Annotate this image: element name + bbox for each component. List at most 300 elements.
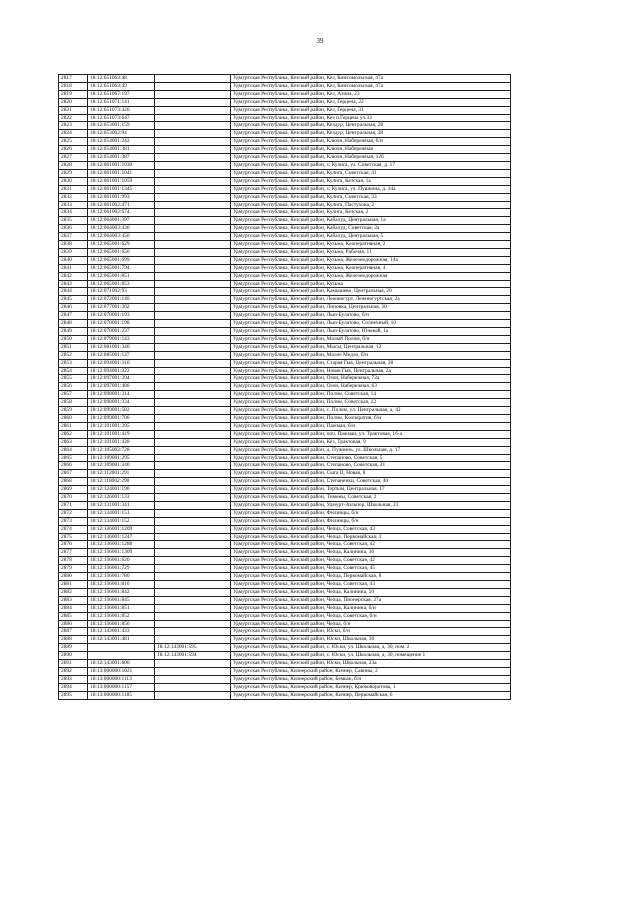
address-cell: Удмуртская Республика, Кезский район, Чепца, Калинина, 36 [231, 549, 511, 557]
parent-cadastral-number-cell [155, 573, 231, 581]
parent-cadastral-number-cell [155, 248, 231, 256]
table-row [59, 177, 511, 185]
cadastral-number-cell: 18:12:134001:151 [88, 509, 155, 517]
row-number-cell: 2838 [59, 241, 88, 249]
parent-cadastral-number-cell [155, 280, 231, 288]
row-number-cell: 2827 [59, 154, 88, 162]
table-row [59, 383, 511, 391]
table-row [59, 248, 511, 256]
row-number-cell: 2826 [59, 146, 88, 154]
parent-cadastral-number-cell [155, 628, 231, 636]
address-cell: Удмуртская Республика, Кезский район, Кез п.Герцена ул.33 [231, 114, 511, 122]
parent-cadastral-number-cell [155, 446, 231, 454]
cadastral-number-cell: 18:12:101001:395 [88, 422, 155, 430]
cadastral-number-cell: 18:12:101001:419 [88, 430, 155, 438]
row-number-cell: 2829 [59, 169, 88, 177]
address-cell: Удмуртская Республика, Кезский район, Кулига, Пастухова, 2 [231, 201, 511, 209]
address-cell: Удмуртская Республика, Кезский район, Кабалуд, Центральная, 5 [231, 233, 511, 241]
parent-cadastral-number-cell [155, 335, 231, 343]
row-number-cell: 2863 [59, 438, 88, 446]
cadastral-number-cell: 18:12:136001:856 [88, 620, 155, 628]
row-number-cell: 2872 [59, 509, 88, 517]
parent-cadastral-number-cell [155, 185, 231, 193]
parent-cadastral-number-cell [155, 399, 231, 407]
parent-cadastral-number-cell [155, 557, 231, 565]
parent-cadastral-number-cell [155, 501, 231, 509]
address-cell: Удмуртская Республика, Кезский район, Чепца, Калинина, б/н [231, 604, 511, 612]
cadastral-number-cell: 18:12:071002:93 [88, 288, 155, 296]
row-number-cell: 2842 [59, 272, 88, 280]
parent-cadastral-number-cell [155, 288, 231, 296]
cadastral-number-cell: 18:12:136001:1288 [88, 541, 155, 549]
address-cell: Удмуртская Республика, Кезский район, Чепца, Первомайская, 8 [231, 573, 511, 581]
row-number-cell: 2846 [59, 304, 88, 312]
parent-cadastral-number-cell [155, 470, 231, 478]
table-row [59, 161, 511, 169]
row-number-cell: 2850 [59, 335, 88, 343]
cadastral-number-cell: 18:12:118002:290 [88, 478, 155, 486]
table-row [59, 98, 511, 106]
parent-cadastral-number-cell [155, 193, 231, 201]
address-cell: Удмуртская Республика, Кезский район, Юски, Школьная, 30 [231, 636, 511, 644]
table-row [59, 146, 511, 154]
table-row [59, 75, 511, 83]
table-row [59, 114, 511, 122]
parent-cadastral-number-cell [155, 256, 231, 264]
cadastral-number-cell: 18:12:078001:237 [88, 328, 155, 336]
address-cell: Удмуртская Республика, Кезский район, Кулига, Кезская, 2 [231, 209, 511, 217]
parent-cadastral-number-cell [155, 161, 231, 169]
address-cell: Удмуртская Республика, Кезский район, Кузьма [231, 280, 511, 288]
parent-cadastral-number-cell [155, 146, 231, 154]
row-number-cell: 2875 [59, 533, 88, 541]
cadastral-number-cell: 18:12:098001:314 [88, 391, 155, 399]
cadastral-number-cell: 18:12:136001:842 [88, 588, 155, 596]
row-number-cell: 2887 [59, 628, 88, 636]
address-cell: Удмуртская Республика, Кезский район, Чепца, Советская, б/н [231, 612, 511, 620]
parent-cadastral-number-cell [155, 604, 231, 612]
cadastral-number-cell: 18:12:061002:471 [88, 201, 155, 209]
parent-cadastral-number-cell [155, 391, 231, 399]
table-row [59, 581, 511, 589]
address-cell: Удмуртская Республика, Кезский район, Ключи, Набережная, 12б [231, 154, 511, 162]
row-number-cell: 2834 [59, 209, 88, 217]
parent-cadastral-number-cell [155, 264, 231, 272]
row-number-cell: 2825 [59, 138, 88, 146]
parent-cadastral-number-cell [155, 209, 231, 217]
cadastral-number-cell: 18:12:101001:428 [88, 438, 155, 446]
address-cell: Удмуртская Республика, Кезский район, Кездур, Центральная, 28 [231, 122, 511, 130]
row-number-cell: 2866 [59, 462, 88, 470]
address-cell: Удмуртская Республика, Кезский район, Чепца, Калинина, 56 [231, 588, 511, 596]
parent-cadastral-number-cell [155, 90, 231, 98]
cadastral-number-cell: 18:12:136001:1309 [88, 549, 155, 557]
row-number-cell: 2859 [59, 407, 88, 415]
address-cell: Удмуртская Республика, Кезский район, Юски, б/н [231, 628, 511, 636]
row-number-cell: 2845 [59, 296, 88, 304]
cadastral-number-cell: 18:12:097001:486 [88, 383, 155, 391]
row-number-cell: 2864 [59, 446, 88, 454]
table-row [59, 351, 511, 359]
table-row [59, 256, 511, 264]
cadastral-number-cell: 18:12:136001:1209 [88, 525, 155, 533]
table-row [59, 320, 511, 328]
row-number-cell: 2878 [59, 557, 88, 565]
row-number-cell: 2865 [59, 454, 88, 462]
parent-cadastral-number-cell [155, 486, 231, 494]
table-row [59, 343, 511, 351]
parent-cadastral-number-cell [155, 312, 231, 320]
cadastral-number-cell: 18:12:065001:851 [88, 272, 155, 280]
table-row [59, 683, 511, 691]
address-cell: Удмуртская Республика, Кезский район, Пажман, б/н [231, 422, 511, 430]
parent-cadastral-number-cell [155, 533, 231, 541]
table-row [59, 573, 511, 581]
cadastral-number-cell: 18:12:136001:816 [88, 581, 155, 589]
address-cell: Удмуртская Республика, Кезский район, Кабалуд, Центральная, 1а [231, 217, 511, 225]
cadastral-number-cell: 18:12:051071:141 [88, 98, 155, 106]
address-cell: Удмуртская Республика, Кезский район, Кез, Азина, 23 [231, 90, 511, 98]
cadastral-number-cell: 18:12:053001:159 [88, 122, 155, 130]
row-number-cell: 2818 [59, 82, 88, 90]
address-cell: Удмуртская Республика, Кезский район, Кулига, Советская, 41 [231, 169, 511, 177]
cadastral-number-cell: 18:12:136001:620 [88, 557, 155, 565]
address-cell: Удмуртская Республика, Кезский район, с. Полом, ул. Центральная, д. 42 [231, 407, 511, 415]
address-cell: Удмуртская Республика, Кезский район, Юски, Школьная, 23а [231, 660, 511, 668]
table-row [59, 470, 511, 478]
row-number-cell: 2876 [59, 541, 88, 549]
cadastral-number-cell: 18:13:000000:1021 [88, 667, 155, 675]
parent-cadastral-number-cell [155, 636, 231, 644]
table-row [59, 565, 511, 573]
parent-cadastral-number-cell [155, 106, 231, 114]
cadastral-number-cell: 18:13:000000:1185 [88, 691, 155, 699]
row-number-cell: 2894 [59, 683, 88, 691]
cadastral-number-cell: 18:12:109001:295 [88, 454, 155, 462]
row-number-cell: 2849 [59, 328, 88, 336]
table-row [59, 588, 511, 596]
table-row [59, 193, 511, 201]
table-row [59, 296, 511, 304]
row-number-cell: 2833 [59, 201, 88, 209]
parent-cadastral-number-cell [155, 683, 231, 691]
address-cell: Удмуртская Республика, Кезский район, Кез, Комсомольская, 47а [231, 82, 511, 90]
parent-cadastral-number-cell [155, 588, 231, 596]
row-number-cell: 2883 [59, 596, 88, 604]
table-row [59, 122, 511, 130]
address-cell: Удмуртская Республика, Кезский район, Озон, Набережная, 72а [231, 375, 511, 383]
row-number-cell: 2862 [59, 430, 88, 438]
table-row [59, 652, 511, 660]
row-number-cell: 2820 [59, 98, 88, 106]
address-cell: Удмуртская Республика, Кезский район, Кузьма, Кооперативная, 4 [231, 264, 511, 272]
table-row [59, 509, 511, 517]
cadastral-number-cell: 18:12:081001:346 [88, 343, 155, 351]
cadastral-number-cell: 18:12:099001:582 [88, 407, 155, 415]
cadastral-number-cell: 18:12:094001:322 [88, 367, 155, 375]
parent-cadastral-number-cell [155, 375, 231, 383]
cadastral-number-cell: 18:12:109001:340 [88, 462, 155, 470]
row-number-cell: 2892 [59, 667, 88, 675]
parent-cadastral-number-cell [155, 565, 231, 573]
row-number-cell: 2890 [59, 652, 88, 660]
cadastral-number-cell: 18:12:072001:140 [88, 296, 155, 304]
row-number-cell: 2828 [59, 161, 88, 169]
cadastral-number-cell: 18:12:061001:1030 [88, 161, 155, 169]
table-row [59, 430, 511, 438]
address-cell: Удмуртская Республика, Кезский район, Кез, Герцена, 31 [231, 106, 511, 114]
parent-cadastral-number-cell [155, 225, 231, 233]
table-row [59, 90, 511, 98]
parent-cadastral-number-cell [155, 494, 231, 502]
row-number-cell: 2888 [59, 636, 88, 644]
row-number-cell: 2879 [59, 565, 88, 573]
row-number-cell: 2831 [59, 185, 88, 193]
row-number-cell: 2852 [59, 351, 88, 359]
cadastral-number-cell: 18:12:098001:334 [88, 399, 155, 407]
address-cell: Удмуртская Республика, Кезский район, Кузьма, Железнодорожная, 14а [231, 256, 511, 264]
address-cell: Удмуртская Республика, Кезский район, Кузьма, Железнодорожная [231, 272, 511, 280]
table-row [59, 675, 511, 683]
table-row [59, 407, 511, 415]
address-cell: Удмуртская Республика, Кезский район, с. Кулига, ул. Пушкина, д. 34а [231, 185, 511, 193]
address-cell: Удмуртская Республика, Кезский район, Кез, Герцена, 22 [231, 98, 511, 106]
row-number-cell: 2836 [59, 225, 88, 233]
cadastral-number-cell: 18:12:065001:656 [88, 248, 155, 256]
cadastral-number-cell: 18:12:061001:1041 [88, 169, 155, 177]
table-row [59, 241, 511, 249]
parent-cadastral-number-cell [155, 241, 231, 249]
cadastral-number-cell: 18:12:126001:133 [88, 494, 155, 502]
table-row [59, 130, 511, 138]
table-row [59, 612, 511, 620]
cadastral-number-cell: 18:12:054001:387 [88, 154, 155, 162]
table-row [59, 462, 511, 470]
table-row [59, 557, 511, 565]
table-row [59, 335, 511, 343]
row-number-cell: 2889 [59, 644, 88, 652]
row-number-cell: 2844 [59, 288, 88, 296]
cadastral-number-cell: 18:12:061002:674 [88, 209, 155, 217]
parent-cadastral-number-cell [155, 667, 231, 675]
table-row [59, 604, 511, 612]
cadastral-number-cell: 18:12:064001:397 [88, 217, 155, 225]
address-cell: Удмуртская Республика, Кезский район, Чепца, Советская, 42 [231, 557, 511, 565]
cadastral-number-cell: 18:12:136001:852 [88, 612, 155, 620]
row-number-cell: 2877 [59, 549, 88, 557]
parent-cadastral-number-cell [155, 581, 231, 589]
parent-cadastral-number-cell [155, 478, 231, 486]
row-number-cell: 2821 [59, 106, 88, 114]
cadastral-number-cell: 18:12:112001:291 [88, 470, 155, 478]
table-row [59, 375, 511, 383]
table-row [59, 628, 511, 636]
table-row [59, 446, 511, 454]
address-cell: Удмуртская Республика, Кизнерский район, Кизнер, Крюковоротова, 1 [231, 683, 511, 691]
table-row [59, 359, 511, 367]
table-row [59, 391, 511, 399]
row-number-cell: 2854 [59, 367, 88, 375]
parent-cadastral-number-cell: 18:12:143001:594 [155, 652, 231, 660]
address-cell: Удмуртская Республика, Кезский район, Ключи, Набережная, б/н [231, 138, 511, 146]
parent-cadastral-number-cell [155, 296, 231, 304]
cadastral-number-cell: 18:12:143001:606 [88, 660, 155, 668]
address-cell: Удмуртская Республика, Кезский район, Кузьма, Кооперативная, 2 [231, 241, 511, 249]
address-cell: Удмуртская Республика, Кезский район, Кез, Трактовая, 9 [231, 438, 511, 446]
address-cell: Удмуртская Республика, Кезский район, с. Кулига, ул. Советская, д. 17 [231, 161, 511, 169]
table-row [59, 454, 511, 462]
address-cell: Удмуртская Республика, Кезский район, Степаненки, Советская, 40 [231, 478, 511, 486]
cadastral-number-cell: 18:12:131001:341 [88, 501, 155, 509]
cadastral-number-cell: 18:12:136001:729 [88, 565, 155, 573]
address-cell: Удмуртская Республика, Кезский район, Степаново, Советская, 21 [231, 462, 511, 470]
row-number-cell: 2861 [59, 422, 88, 430]
row-number-cell: 2830 [59, 177, 88, 185]
cadastral-number-cell: 18:12:064003:456 [88, 233, 155, 241]
row-number-cell: 2869 [59, 486, 88, 494]
cadastral-number-cell: 18:12:124001:190 [88, 486, 155, 494]
table-row [59, 106, 511, 114]
parent-cadastral-number-cell [155, 351, 231, 359]
parent-cadastral-number-cell [155, 660, 231, 668]
parent-cadastral-number-cell [155, 328, 231, 336]
row-number-cell: 2856 [59, 383, 88, 391]
address-cell: Удмуртская Республика, Кезский район, Малый Полом, б/н [231, 335, 511, 343]
table-row [59, 533, 511, 541]
address-cell: Удмуртская Республика, Кезский район, Кулига, Советская, 33 [231, 193, 511, 201]
cadastral-number-cell: 18:12:105002:728 [88, 446, 155, 454]
cadastral-number-cell: 18:12:136001:780 [88, 573, 155, 581]
parent-cadastral-number-cell [155, 154, 231, 162]
cadastral-number-cell: 18:12:136001:1247 [88, 533, 155, 541]
address-cell: Удмуртская Республика, Кезский район, Степаново, Советская, 5 [231, 454, 511, 462]
table-row [59, 328, 511, 336]
table-row [59, 169, 511, 177]
parent-cadastral-number-cell [155, 82, 231, 90]
table-row [59, 541, 511, 549]
parent-cadastral-number-cell [155, 233, 231, 241]
table-row [59, 209, 511, 217]
cadastral-number-cell: 18:12:051073:426 [88, 106, 155, 114]
table-row [59, 494, 511, 502]
parent-cadastral-number-cell [155, 422, 231, 430]
parent-cadastral-number-cell [155, 201, 231, 209]
cadastral-number-cell: 18:12:079001:143 [88, 335, 155, 343]
table-row [59, 438, 511, 446]
address-cell: Удмуртская Республика, Кезский район, д. Пужмезь, ул. Школьная, д. 17 [231, 446, 511, 454]
cadastral-number-cell: 18:12:051067:197 [88, 90, 155, 98]
table-row [59, 217, 511, 225]
row-number-cell: 2855 [59, 375, 88, 383]
row-number-cell: 2832 [59, 193, 88, 201]
row-number-cell: 2895 [59, 691, 88, 699]
address-cell: Удмуртская Республика, Кезский район, Кулига, Кезская, 1а [231, 177, 511, 185]
address-cell: Удмуртская Республика, Кезский район, Сыга II, Новая, 8 [231, 470, 511, 478]
cadastral-number-cell: 18:12:054001:242 [88, 138, 155, 146]
row-number-cell: 2885 [59, 612, 88, 620]
cadastral-number-cell: 18:12:097001:394 [88, 375, 155, 383]
row-number-cell: 2839 [59, 248, 88, 256]
page-number: 39 [316, 37, 324, 45]
parent-cadastral-number-cell [155, 454, 231, 462]
address-cell: Удмуртская Республика, Кезский район, Полом, Кооператив, б/н [231, 414, 511, 422]
parent-cadastral-number-cell [155, 343, 231, 351]
parent-cadastral-number-cell [155, 414, 231, 422]
parent-cadastral-number-cell [155, 272, 231, 280]
row-number-cell: 2857 [59, 391, 88, 399]
cadastral-number-cell: 18:12:077001:362 [88, 304, 155, 312]
parent-cadastral-number-cell [155, 675, 231, 683]
parent-cadastral-number-cell: 18:12:143001:595 [155, 644, 231, 652]
parent-cadastral-number-cell [155, 304, 231, 312]
address-cell: Удмуртская Республика, Кезский район, Филинцы, б/н [231, 517, 511, 525]
row-number-cell: 2840 [59, 256, 88, 264]
address-cell: Удмуртская Республика, Кезский район, Тортым, Центральная, 17 [231, 486, 511, 494]
address-cell: Удмуртская Республика, Кезский район, Чепца, Советская, 42 [231, 541, 511, 549]
address-cell: Удмуртская Республика, Кезский район, Озон, Набережная, 63 [231, 383, 511, 391]
row-number-cell: 2886 [59, 620, 88, 628]
address-cell: Удмуртская Республика, Кизнерский район, Бемыж, б/н [231, 675, 511, 683]
row-number-cell: 2874 [59, 525, 88, 533]
parent-cadastral-number-cell [155, 320, 231, 328]
table-row [59, 620, 511, 628]
cadastral-number-cell: 18:12:053002:94 [88, 130, 155, 138]
cadastral-number-cell: 18:12:065001:629 [88, 241, 155, 249]
parent-cadastral-number-cell [155, 177, 231, 185]
cadastral-number-cell: 18:12:094001:316 [88, 359, 155, 367]
cadastral-number-cell: 18:13:000000:1113 [88, 675, 155, 683]
row-number-cell: 2824 [59, 130, 88, 138]
row-number-cell: 2817 [59, 75, 88, 83]
parent-cadastral-number-cell [155, 114, 231, 122]
registry-table-body [59, 75, 511, 700]
table-row [59, 201, 511, 209]
cadastral-number-cell: 18:12:061001:1345 [88, 185, 155, 193]
table-row [59, 691, 511, 699]
table-row [59, 138, 511, 146]
address-cell: Удмуртская Республика, Кезский район, с. Юски, ул. Школьная, д. 30, помещение 1 [231, 652, 511, 660]
row-number-cell: 2893 [59, 675, 88, 683]
cadastral-number-cell [88, 644, 155, 652]
row-number-cell: 2835 [59, 217, 88, 225]
table-row [59, 644, 511, 652]
parent-cadastral-number-cell [155, 383, 231, 391]
cadastral-number-cell: 18:12:054001:381 [88, 146, 155, 154]
address-cell: Удмуртская Республика, Кезский район, с. Юски, ул. Школьная, д. 30, пом. 2 [231, 644, 511, 652]
table-row [59, 288, 511, 296]
table-row [59, 525, 511, 533]
table-row [59, 636, 511, 644]
table-row [59, 399, 511, 407]
table-row [59, 367, 511, 375]
row-number-cell: 2868 [59, 478, 88, 486]
row-number-cell: 2881 [59, 581, 88, 589]
address-cell: Удмуртская Республика, Кезский район, Кез, Комсомольская, 47а [231, 75, 511, 83]
address-cell: Удмуртская Республика, Кезский район, Кабалуд, Советская, 2а [231, 225, 511, 233]
cadastral-number-cell [88, 652, 155, 660]
table-row [59, 549, 511, 557]
parent-cadastral-number-cell [155, 75, 231, 83]
cadastral-number-cell: 18:12:065001:699 [88, 256, 155, 264]
row-number-cell: 2882 [59, 588, 88, 596]
row-number-cell: 2837 [59, 233, 88, 241]
parent-cadastral-number-cell [155, 620, 231, 628]
table-row [59, 667, 511, 675]
parent-cadastral-number-cell [155, 367, 231, 375]
cadastral-number-cell: 18:12:064003:436 [88, 225, 155, 233]
cadastral-number-cell: 18:12:078001:198 [88, 320, 155, 328]
registry-table [58, 74, 511, 700]
